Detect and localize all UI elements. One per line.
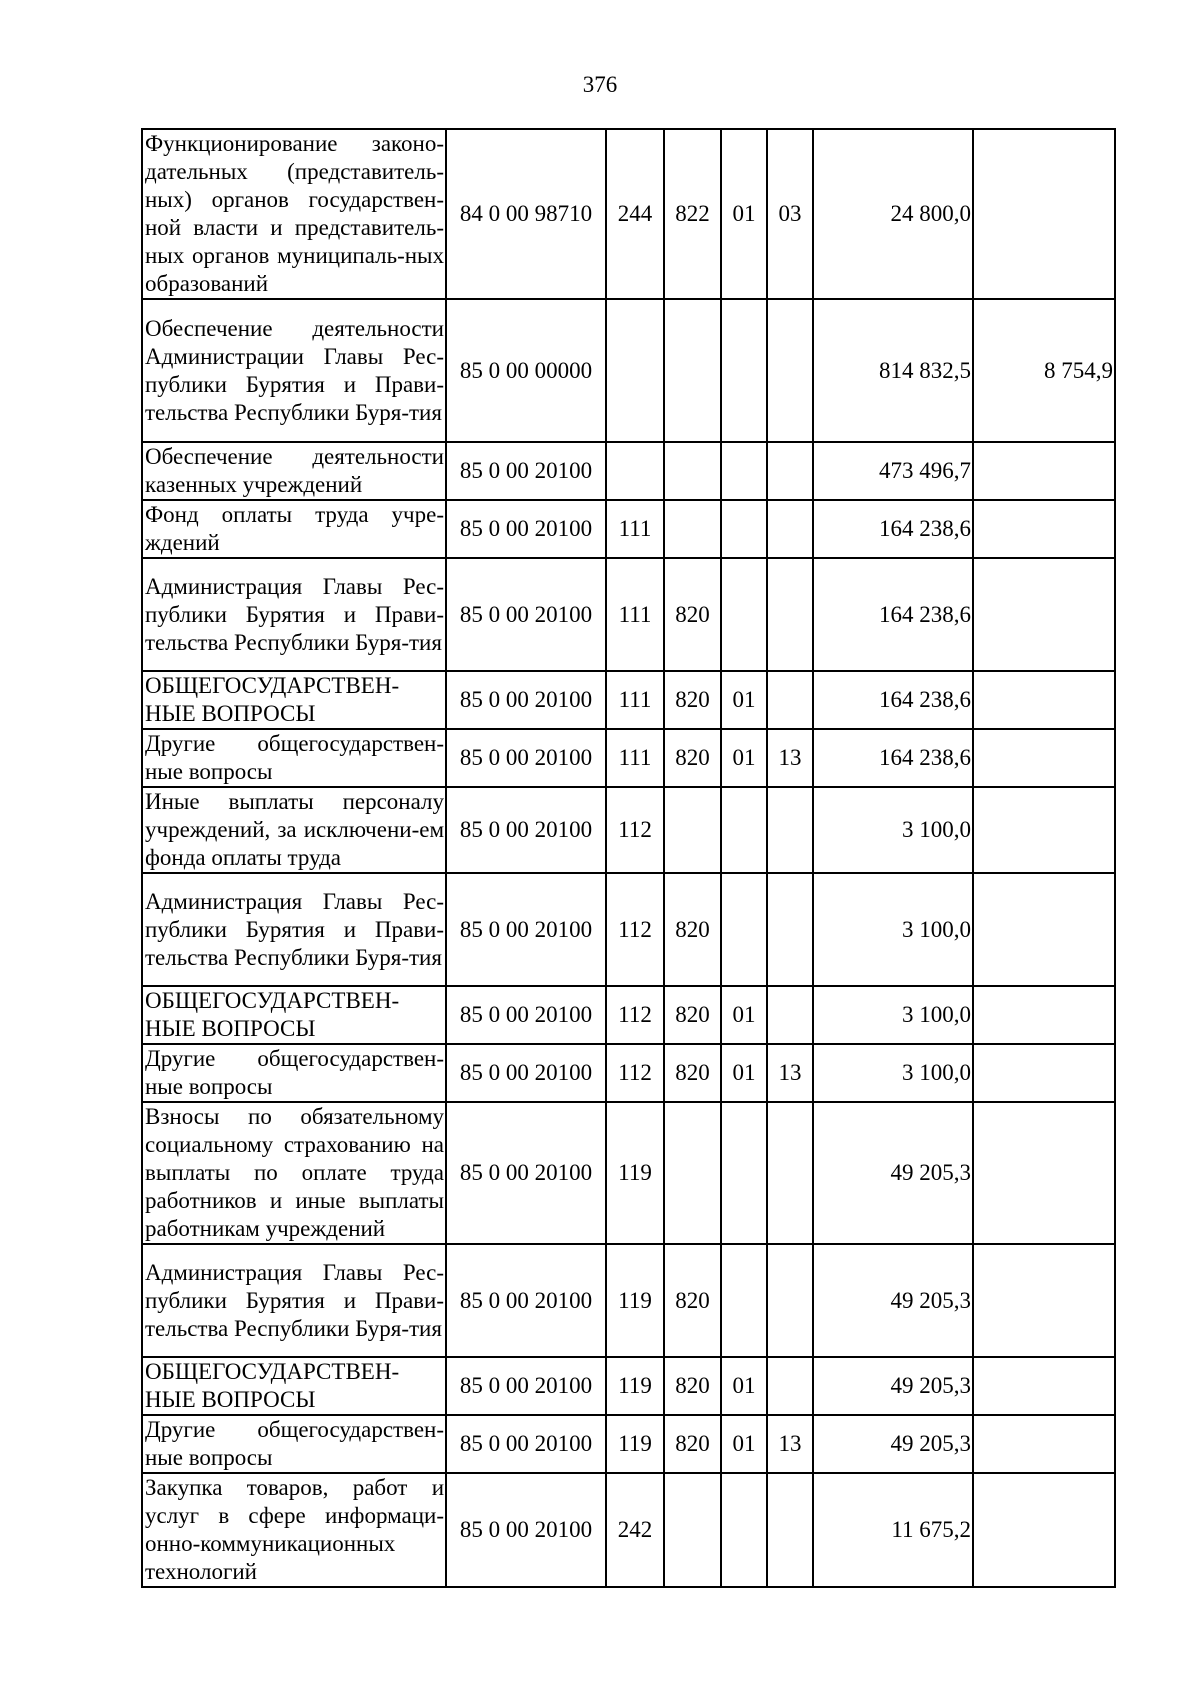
amount-federal-cell <box>973 1102 1115 1244</box>
subsection-code-cell <box>767 1357 813 1415</box>
subsection-code-cell <box>767 986 813 1044</box>
amount-federal-cell <box>973 129 1115 299</box>
target-article-code-cell: 84 0 00 98710 <box>446 129 606 299</box>
target-article-code-cell: 85 0 00 00000 <box>446 299 606 442</box>
expense-type-code-cell: 112 <box>606 873 664 986</box>
administrator-code-cell: 820 <box>664 1244 721 1357</box>
budget-table <box>141 128 1116 1588</box>
subsection-code-cell: 13 <box>767 729 813 787</box>
amount-cell: 3 100,0 <box>813 873 973 986</box>
expense-type-code-cell: 119 <box>606 1415 664 1473</box>
table-row <box>142 1244 1115 1357</box>
subsection-code-cell <box>767 299 813 442</box>
amount-cell: 24 800,0 <box>813 129 973 299</box>
section-code-cell <box>721 299 767 442</box>
amount-federal-cell <box>973 500 1115 558</box>
amount-cell: 49 205,3 <box>813 1415 973 1473</box>
amount-cell: 3 100,0 <box>813 986 973 1044</box>
table-row <box>142 986 1115 1044</box>
amount-cell: 49 205,3 <box>813 1244 973 1357</box>
administrator-code-cell <box>664 787 721 873</box>
administrator-code-cell: 820 <box>664 873 721 986</box>
administrator-code-cell: 820 <box>664 986 721 1044</box>
item-name-cell: Другие общегосударствен-ные вопросы <box>142 1415 446 1473</box>
target-article-code-cell: 85 0 00 20100 <box>446 1044 606 1102</box>
amount-cell: 49 205,3 <box>813 1102 973 1244</box>
table-row <box>142 129 1115 299</box>
administrator-code-cell: 820 <box>664 1357 721 1415</box>
amount-cell: 164 238,6 <box>813 671 973 729</box>
table-row <box>142 1102 1115 1244</box>
table-row <box>142 500 1115 558</box>
table-row <box>142 1044 1115 1102</box>
amount-cell: 3 100,0 <box>813 787 973 873</box>
expense-type-code-cell: 244 <box>606 129 664 299</box>
target-article-code-cell: 85 0 00 20100 <box>446 442 606 500</box>
administrator-code-cell: 820 <box>664 1415 721 1473</box>
section-code-cell: 01 <box>721 986 767 1044</box>
page-number: 376 <box>582 72 618 97</box>
subsection-code-cell <box>767 558 813 671</box>
subsection-code-cell: 13 <box>767 1415 813 1473</box>
table-row <box>142 729 1115 787</box>
section-code-cell <box>721 787 767 873</box>
expense-type-code-cell: 111 <box>606 729 664 787</box>
administrator-code-cell: 820 <box>664 1044 721 1102</box>
target-article-code-cell: 85 0 00 20100 <box>446 500 606 558</box>
section-code-cell <box>721 558 767 671</box>
target-article-code-cell: 85 0 00 20100 <box>446 986 606 1044</box>
table-row <box>142 1415 1115 1473</box>
amount-federal-cell <box>973 873 1115 986</box>
amount-federal-cell <box>973 442 1115 500</box>
section-code-cell <box>721 1244 767 1357</box>
section-code-cell <box>721 1102 767 1244</box>
subsection-code-cell <box>767 787 813 873</box>
item-name-cell: Функционирование законо-дательных (представитель-ных) органов государствен-ной власти и представитель-ных органов муниципаль-ных образований <box>142 129 446 299</box>
item-name-cell: Взносы по обязательному социальному страхованию на выплаты по оплате труда работников и иные выплаты работникам учреждений <box>142 1102 446 1244</box>
subsection-code-cell <box>767 500 813 558</box>
amount-cell: 473 496,7 <box>813 442 973 500</box>
amount-federal-cell <box>973 1044 1115 1102</box>
expense-type-code-cell: 119 <box>606 1102 664 1244</box>
amount-federal-cell: 8 754,9 <box>973 299 1115 442</box>
table-row <box>142 1357 1115 1415</box>
item-name-cell: ОБЩЕГОСУДАРСТВЕН-НЫЕ ВОПРОСЫ <box>142 1357 446 1415</box>
administrator-code-cell: 820 <box>664 729 721 787</box>
item-name-cell: Фонд оплаты труда учре-ждений <box>142 500 446 558</box>
table-body <box>142 129 1115 1587</box>
section-code-cell <box>721 873 767 986</box>
table-row <box>142 1473 1115 1587</box>
amount-federal-cell <box>973 1415 1115 1473</box>
section-code-cell: 01 <box>721 671 767 729</box>
amount-cell: 3 100,0 <box>813 1044 973 1102</box>
subsection-code-cell: 13 <box>767 1044 813 1102</box>
administrator-code-cell <box>664 1102 721 1244</box>
amount-cell: 11 675,2 <box>813 1473 973 1587</box>
expense-type-code-cell <box>606 299 664 442</box>
target-article-code-cell: 85 0 00 20100 <box>446 1102 606 1244</box>
section-code-cell: 01 <box>721 1415 767 1473</box>
administrator-code-cell <box>664 500 721 558</box>
table-row <box>142 671 1115 729</box>
amount-federal-cell <box>973 787 1115 873</box>
target-article-code-cell: 85 0 00 20100 <box>446 1415 606 1473</box>
section-code-cell: 01 <box>721 729 767 787</box>
amount-federal-cell <box>973 671 1115 729</box>
amount-federal-cell <box>973 558 1115 671</box>
section-code-cell <box>721 1473 767 1587</box>
target-article-code-cell: 85 0 00 20100 <box>446 787 606 873</box>
item-name-cell: Закупка товаров, работ и услуг в сфере информаци-онно-коммуникационных технологий <box>142 1473 446 1587</box>
table-row <box>142 299 1115 442</box>
expense-type-code-cell: 112 <box>606 1044 664 1102</box>
table-row <box>142 787 1115 873</box>
table-row <box>142 442 1115 500</box>
target-article-code-cell: 85 0 00 20100 <box>446 873 606 986</box>
subsection-code-cell <box>767 671 813 729</box>
administrator-code-cell: 820 <box>664 671 721 729</box>
section-code-cell: 01 <box>721 1044 767 1102</box>
amount-cell: 814 832,5 <box>813 299 973 442</box>
item-name-cell: Администрация Главы Рес-публики Бурятия и Прави-тельства Республики Буря-тия <box>142 1244 446 1357</box>
amount-federal-cell <box>973 986 1115 1044</box>
administrator-code-cell: 820 <box>664 558 721 671</box>
amount-cell: 164 238,6 <box>813 558 973 671</box>
administrator-code-cell <box>664 1473 721 1587</box>
table-row <box>142 558 1115 671</box>
item-name-cell: Администрация Главы Рес-публики Бурятия и Прави-тельства Республики Буря-тия <box>142 558 446 671</box>
amount-federal-cell <box>973 1473 1115 1587</box>
amount-cell: 164 238,6 <box>813 729 973 787</box>
administrator-code-cell: 822 <box>664 129 721 299</box>
item-name-cell: Другие общегосударствен-ные вопросы <box>142 729 446 787</box>
item-name-cell: Обеспечение деятельности Администрации Главы Рес-публики Бурятия и Прави-тельства Республики Буря-тия <box>142 299 446 442</box>
target-article-code-cell: 85 0 00 20100 <box>446 1357 606 1415</box>
subsection-code-cell <box>767 873 813 986</box>
subsection-code-cell <box>767 1244 813 1357</box>
target-article-code-cell: 85 0 00 20100 <box>446 1244 606 1357</box>
administrator-code-cell <box>664 299 721 442</box>
subsection-code-cell <box>767 442 813 500</box>
amount-federal-cell <box>973 1244 1115 1357</box>
item-name-cell: Другие общегосударствен-ные вопросы <box>142 1044 446 1102</box>
target-article-code-cell: 85 0 00 20100 <box>446 1473 606 1587</box>
target-article-code-cell: 85 0 00 20100 <box>446 558 606 671</box>
expense-type-code-cell: 111 <box>606 558 664 671</box>
target-article-code-cell: 85 0 00 20100 <box>446 671 606 729</box>
amount-federal-cell <box>973 1357 1115 1415</box>
item-name-cell: Администрация Главы Рес-публики Бурятия и Прави-тельства Республики Буря-тия <box>142 873 446 986</box>
expense-type-code-cell <box>606 442 664 500</box>
amount-federal-cell <box>973 729 1115 787</box>
item-name-cell: ОБЩЕГОСУДАРСТВЕН-НЫЕ ВОПРОСЫ <box>142 986 446 1044</box>
expense-type-code-cell: 242 <box>606 1473 664 1587</box>
item-name-cell: Иные выплаты персоналу учреждений, за исключени-ем фонда оплаты труда <box>142 787 446 873</box>
expense-type-code-cell: 119 <box>606 1244 664 1357</box>
table-row <box>142 873 1115 986</box>
expense-type-code-cell: 111 <box>606 500 664 558</box>
subsection-code-cell <box>767 1102 813 1244</box>
subsection-code-cell <box>767 1473 813 1587</box>
item-name-cell: ОБЩЕГОСУДАРСТВЕН-НЫЕ ВОПРОСЫ <box>142 671 446 729</box>
expense-type-code-cell: 112 <box>606 787 664 873</box>
expense-type-code-cell: 111 <box>606 671 664 729</box>
target-article-code-cell: 85 0 00 20100 <box>446 729 606 787</box>
section-code-cell: 01 <box>721 1357 767 1415</box>
administrator-code-cell <box>664 442 721 500</box>
item-name-cell: Обеспечение деятельности казенных учреждений <box>142 442 446 500</box>
subsection-code-cell: 03 <box>767 129 813 299</box>
amount-cell: 164 238,6 <box>813 500 973 558</box>
amount-cell: 49 205,3 <box>813 1357 973 1415</box>
expense-type-code-cell: 119 <box>606 1357 664 1415</box>
section-code-cell <box>721 500 767 558</box>
section-code-cell <box>721 442 767 500</box>
section-code-cell: 01 <box>721 129 767 299</box>
expense-type-code-cell: 112 <box>606 986 664 1044</box>
